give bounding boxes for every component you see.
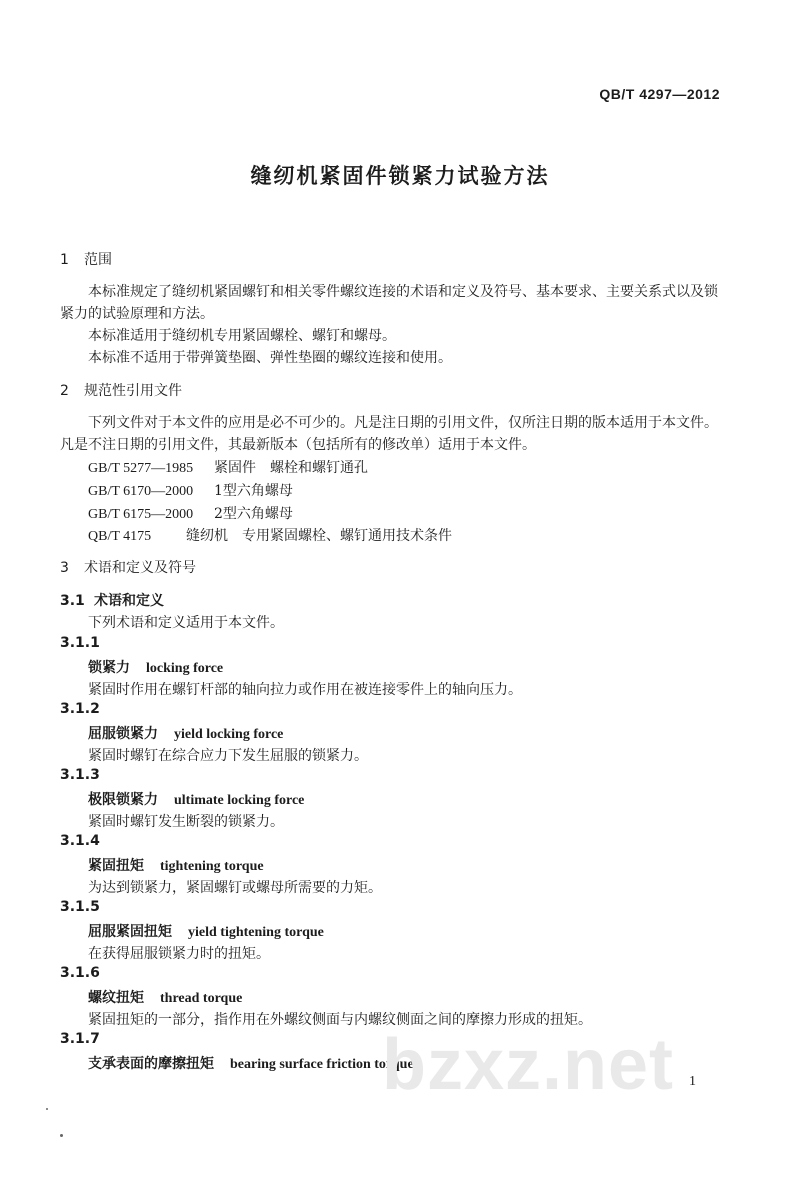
term-number: 3.1.6 <box>60 965 100 981</box>
scope-paragraph-2: 本标准适用于缝纫机专用紧固螺栓、螺钉和螺母。 <box>88 328 396 344</box>
term-number: 3.1.2 <box>60 701 100 717</box>
term-english: yield tightening torque <box>188 925 324 940</box>
term-number: 3.1.1 <box>60 635 100 651</box>
term-chinese: 锁紧力 <box>88 660 130 676</box>
term-definition: 在获得屈服锁紧力时的扭矩。 <box>88 946 270 962</box>
reference-title: 缝纫机 专用紧固螺栓、螺钉通用技术条件 <box>186 528 452 544</box>
reference-code: GB/T 6170—2000 <box>88 484 194 499</box>
term-number: 3.1.7 <box>60 1031 100 1047</box>
section-title: 术语和定义及符号 <box>84 560 196 576</box>
term-heading <box>88 789 304 809</box>
scan-speck <box>46 1108 48 1110</box>
reference-code: QB/T 4175 <box>88 529 152 544</box>
term-heading <box>88 987 242 1007</box>
reference-item <box>88 503 293 523</box>
term-chinese: 螺纹扭矩 <box>88 990 144 1006</box>
document-code: QB/T 4297—2012 <box>599 86 720 102</box>
subsection-number: 3.1 <box>60 593 85 609</box>
section-number: 1 <box>60 252 69 268</box>
term-chinese: 支承表面的摩擦扭矩 <box>88 1056 214 1072</box>
reference-title: 2型六角螺母 <box>214 506 293 522</box>
term-heading <box>88 855 264 875</box>
term-heading <box>88 1053 414 1073</box>
term-english: locking force <box>146 661 224 676</box>
term-heading <box>88 921 324 941</box>
section-heading-scope <box>60 249 112 269</box>
term-chinese: 紧固扭矩 <box>88 858 144 874</box>
reference-code: GB/T 6175—2000 <box>88 507 194 522</box>
terms-intro: 下列术语和定义适用于本文件。 <box>88 615 284 631</box>
term-number: 3.1.3 <box>60 767 100 783</box>
section-title: 范围 <box>84 252 112 268</box>
term-english: tightening torque <box>160 859 264 874</box>
term-heading <box>88 723 283 743</box>
scan-speck <box>60 1134 63 1137</box>
section-heading-normative-references <box>60 380 182 400</box>
watermark: bzxz.net <box>382 1025 675 1105</box>
term-english: yield locking force <box>174 727 284 742</box>
section-number: 3 <box>60 560 69 576</box>
term-heading <box>88 657 223 677</box>
reference-item <box>88 457 368 477</box>
section-heading-terms <box>60 557 196 577</box>
term-definition: 为达到锁紧力，紧固螺钉或螺母所需要的力矩。 <box>88 880 382 896</box>
normative-paragraph: 下列文件对于本文件的应用是必不可少的。凡是注日期的引用文件，仅所注日期的版本适用于本文件。凡是不注日期的引用文件，其最新版本（包括所有的修改单）适用于本文件。 <box>60 415 718 453</box>
term-chinese: 屈服锁紧力 <box>88 726 158 742</box>
subsection-title: 术语和定义 <box>94 593 164 609</box>
reference-title: 紧固件 螺栓和螺钉通孔 <box>214 460 368 476</box>
reference-title: 1型六角螺母 <box>214 483 293 499</box>
term-chinese: 极限锁紧力 <box>88 792 158 808</box>
reference-item <box>88 525 452 545</box>
term-definition: 紧固扭矩的一部分，指作用在外螺纹侧面与内螺纹侧面之间的摩擦力形成的扭矩。 <box>88 1012 592 1028</box>
document-title: 缝纫机紧固件锁紧力试验方法 <box>250 164 550 188</box>
term-english: bearing surface friction torque <box>230 1057 414 1072</box>
term-number: 3.1.5 <box>60 899 100 915</box>
term-definition: 紧固时作用在螺钉杆部的轴向拉力或作用在被连接零件上的轴向压力。 <box>88 682 522 698</box>
term-definition: 紧固时螺钉发生断裂的锁紧力。 <box>88 814 284 830</box>
page-number: 1 <box>689 1074 696 1089</box>
reference-item <box>88 480 293 500</box>
scope-paragraph-1: 本标准规定了缝纫机紧固螺钉和相关零件螺纹连接的术语和定义及符号、基本要求、主要关系式以及锁紧力的试验原理和方法。 <box>60 284 718 322</box>
term-english: ultimate locking force <box>174 793 305 808</box>
term-number: 3.1.4 <box>60 833 100 849</box>
section-number: 2 <box>60 383 69 399</box>
section-title: 规范性引用文件 <box>84 383 182 399</box>
scope-paragraph-3: 本标准不适用于带弹簧垫圈、弹性垫圈的螺纹连接和使用。 <box>88 350 452 366</box>
term-definition: 紧固时螺钉在综合应力下发生屈服的锁紧力。 <box>88 748 368 764</box>
subsection-heading-terms-definitions <box>60 590 164 610</box>
reference-code: GB/T 5277—1985 <box>88 461 194 476</box>
term-chinese: 屈服紧固扭矩 <box>88 924 172 940</box>
term-english: thread torque <box>160 991 243 1006</box>
